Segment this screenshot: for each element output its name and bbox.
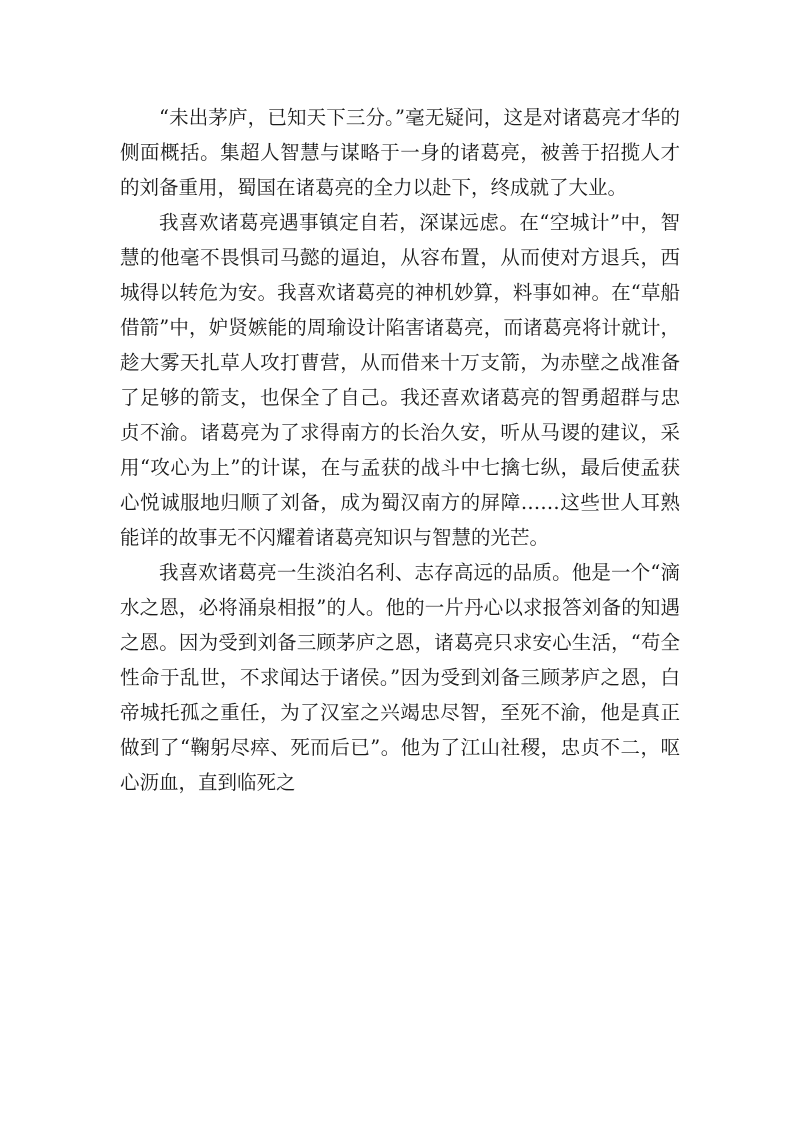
paragraph-intro: “未出茅庐，已知天下三分。”毫无疑问，这是对诸葛亮才华的侧面概括。集超人智慧与谋略于一身的诸葛亮，被善于招揽人才的刘备重用，蜀国在诸葛亮的全力以赴下，终成就了大业。	[120, 106, 680, 199]
paragraph-wisdom: 我喜欢诸葛亮遇事镇定自若，深谋远虑。在“空城计”中，智慧的他毫不畏惧司马懿的逼迫，从容布置，从而使对方退兵，西城得以转危为安。我喜欢诸葛亮的神机妙算，料事如神。在“草船借箭”中，妒贤嫉能的周瑜设计陷害诸葛亮，而诸葛亮将计就计，趁大雾天扎草人攻打曹营，从而借来十万支箭，为赤壁之战准备了足够的箭支，也保全了自己。我还喜欢诸葛亮的智勇超群与忠贞不渝。诸葛亮为了求得南方的长治久安，听从马谡的建议，采用“攻心为上”的计谋，在与孟获的战斗中七擒七纵，最后使孟获心悦诚服地归顺了刘备，成为蜀汉南方的屏障……这些世人耳熟能详的故事无不闪耀着诸葛亮知识与智慧的光芒。	[120, 211, 680, 549]
essay-body	[120, 100, 680, 800]
paragraph-loyalty: 我喜欢诸葛亮一生淡泊名利、志存高远的品质。他是一个“滴水之恩，必将涌泉相报”的人。他的一片丹心以求报答刘备的知遇之恩。因为受到刘备三顾茅庐之恩，诸葛亮只求安心生活，“苟全性命于乱世，不求闻达于诸侯。”因为受到刘备三顾茅庐之恩，白帝城托孤之重任，为了汉室之兴竭忠尽智，至死不渝，他是真正做到了“鞠躬尽瘁、死而后已”。他为了江山社稷，忠贞不二，呕心沥血，直到临死之	[120, 561, 680, 794]
